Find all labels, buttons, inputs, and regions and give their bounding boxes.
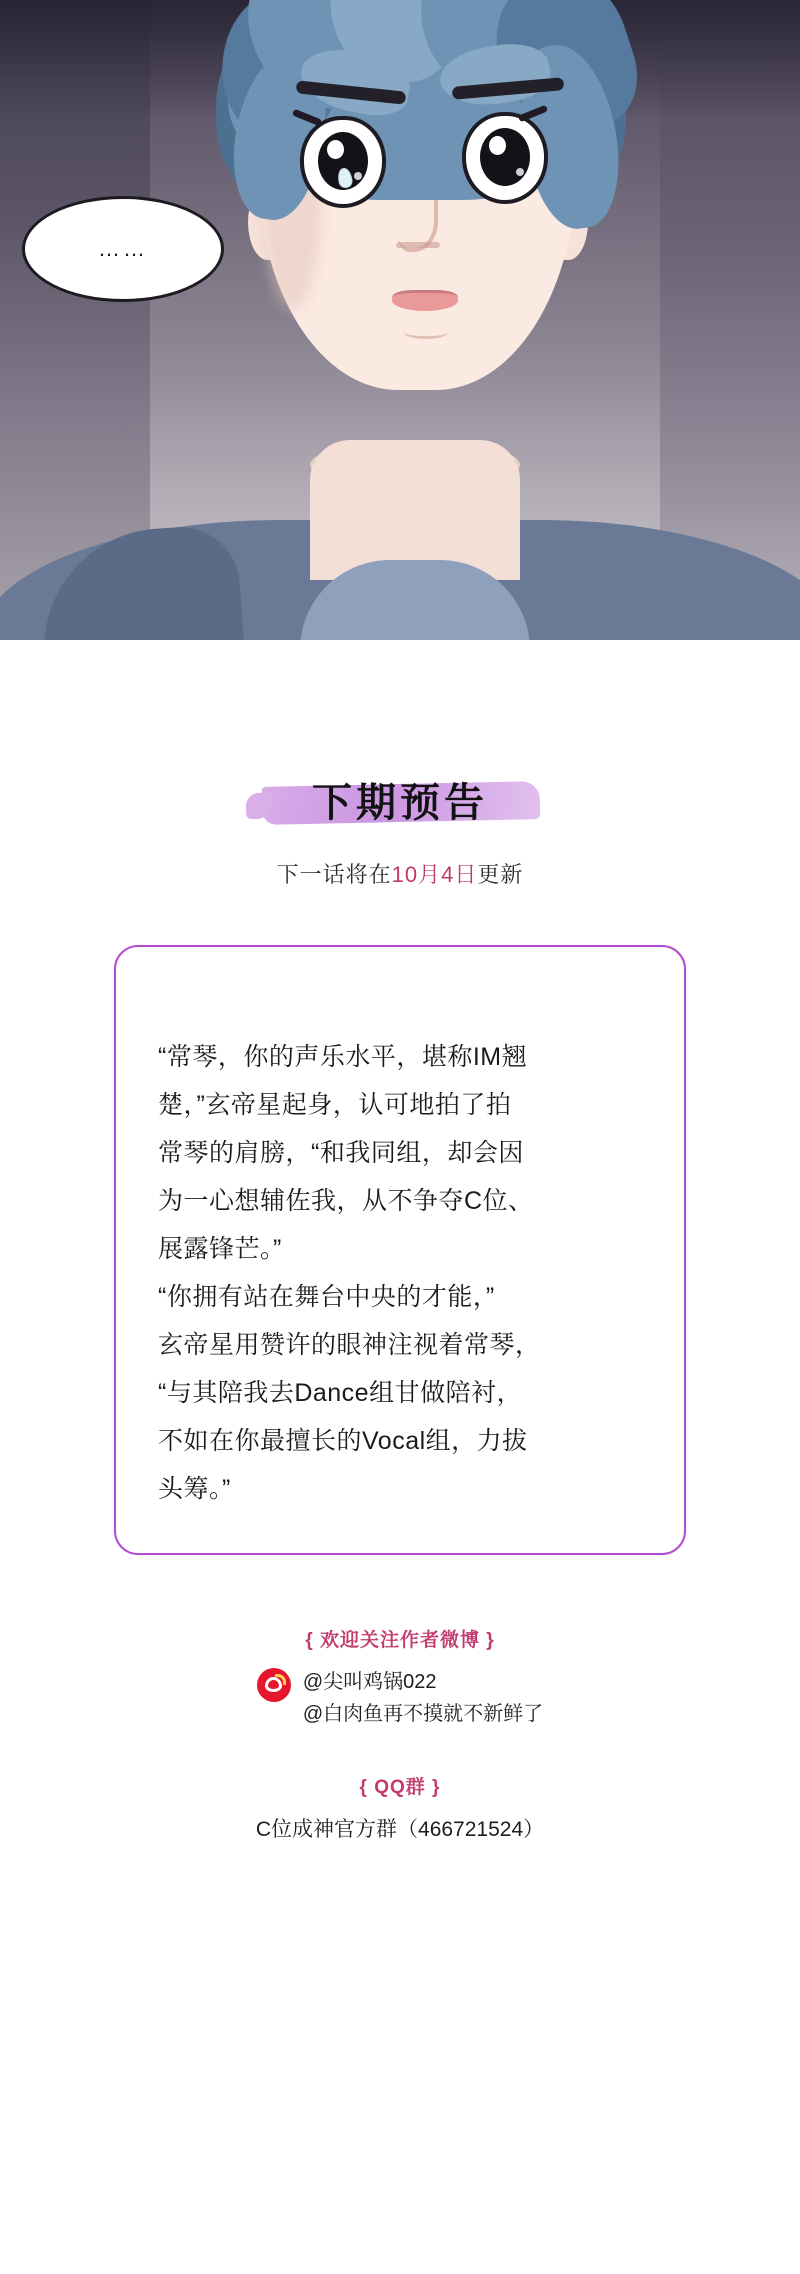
qq-group-info: C位成神官方群（466721524）: [255, 1818, 545, 1841]
preview-line: 常琴的肩膀，“和我同组，却会因: [158, 1139, 524, 1167]
next-episode-preview: [0, 640, 800, 1843]
weibo-account[interactable]: @白肉鱼再不摸就不新鲜了: [302, 1703, 544, 1725]
update-schedule: [0, 858, 800, 889]
preview-line: 展露锋芒。”: [158, 1235, 282, 1263]
character-mouth: [392, 290, 458, 311]
preview-line: “你拥有站在舞台中央的才能，”: [158, 1283, 495, 1311]
preview-line: “与其陪我去Dance组甘做陪衬，: [158, 1379, 523, 1407]
character-eye-right: [462, 112, 548, 204]
eye-highlight: [489, 136, 506, 155]
character-chin-line: [404, 326, 448, 339]
weibo-heading: { 欢迎关注作者微博 }: [305, 1630, 495, 1651]
eye-highlight: [327, 140, 344, 159]
weibo-account[interactable]: @尖叫鸡锅022: [302, 1671, 437, 1693]
character-eye-left: [300, 116, 386, 208]
speech-bubble: [22, 196, 224, 302]
qq-heading: { QQ群 }: [359, 1777, 441, 1798]
weibo-icon: [257, 1668, 291, 1702]
preview-line: 楚，”玄帝星起身，认可地拍了拍: [158, 1091, 512, 1119]
preview-line: 玄帝星用赞许的眼神注视着常琴，: [158, 1331, 541, 1359]
eye-highlight-small: [354, 172, 362, 180]
page-title: 下期预告: [312, 781, 488, 825]
character-neck: [310, 440, 520, 580]
update-prefix: 下一话将在: [276, 862, 392, 887]
character-pupil-right: [480, 128, 530, 186]
update-suffix: 更新: [477, 862, 524, 887]
weibo-account-list: [303, 1666, 543, 1730]
author-footer: [0, 1625, 800, 1843]
preview-line: 为一心想辅佐我，从不争夺C位、: [158, 1187, 534, 1215]
weibo-accounts-row: [0, 1666, 800, 1730]
preview-line: “常琴，你的声乐水平，堪称IM翘: [158, 1043, 528, 1071]
eye-highlight-small: [516, 168, 524, 176]
preview-line: 头筹。”: [158, 1475, 231, 1503]
speech-bubble-text: ……: [98, 236, 148, 261]
update-date: 10月4日: [391, 862, 478, 887]
preview-text-card: [114, 945, 686, 1555]
preview-line: 不如在你最擅长的Vocal组，力拔: [158, 1427, 528, 1455]
preview-title-block: [0, 770, 800, 836]
comic-panel: [0, 0, 800, 640]
character-nostrils: [396, 242, 440, 248]
